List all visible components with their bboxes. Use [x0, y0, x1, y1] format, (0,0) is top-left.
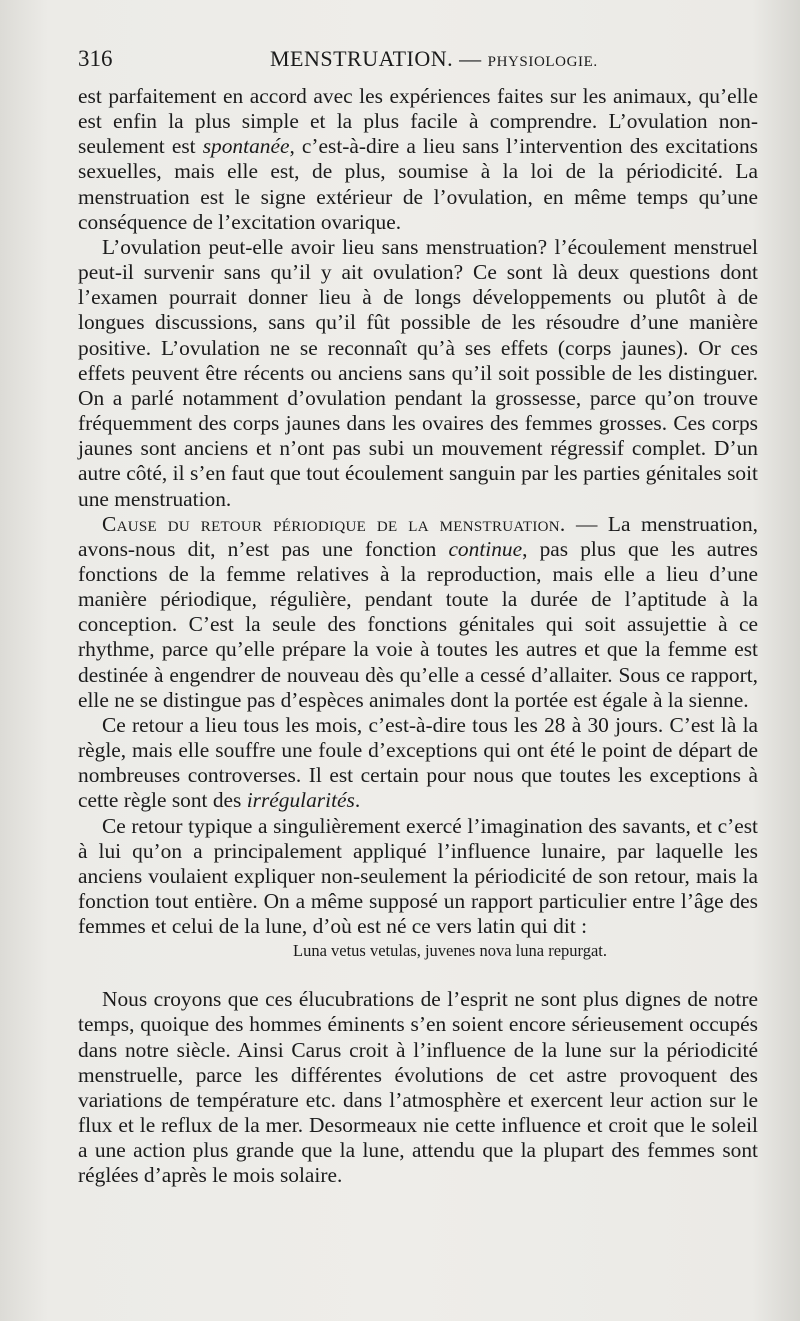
latin-quote: Luna vetus vetulas, juvenes nova luna repurgat. — [292, 941, 608, 961]
section-heading: Cause du retour périodique de la menstruation. — [102, 511, 566, 536]
running-header — [78, 46, 758, 76]
paragraph-3-text-a: — La menstruation, avons-nous dit, n’est pas une fonction — [78, 511, 759, 561]
paragraph-4-emphasis: irrégularités — [246, 788, 355, 813]
paragraph-5: Ce retour typique a singulièrement exercé l’imagination des savants, et c’est à lui qu’on a principalement appliqué l’influence lunaire, par laquelle les anciens voulaient expliquer non-seulement la périodicité de son retour, mais la fonction tout entière. On a même supposé un rapport particulier entre l’âge des femmes et celui de la lune, d’où est né ce vers latin qui dit : — [78, 813, 758, 939]
paragraph-3-text-b: , pas plus que les autres fonctions de la femme relatives à la reproduction, mais elle a lieu d’une manière périodique, régulière, pendant toute la durée de l’aptitude à la conception. C’est la seule des fonctions génitales qui soit assujettie à ce rhythme, parce qu’elle prépare la voie à toutes les autres et que la femme est destinée à engendrer de nouveau dès qu’elle a cessé d’allaiter. Sous ce rapport, elle ne se distingue pas d’espèces animales dont la portée est égale à la sienne. — [78, 536, 758, 712]
paragraph-1 — [78, 84, 758, 235]
paragraph-4-text-b: . — [354, 788, 361, 813]
paragraph-2: L’ovulation peut-elle avoir lieu sans menstruation? l’écoulement menstruel peut-il survenir sans qu’il y ait ovulation? Ce sont là deux questions dont l’examen pourrait donner lieu à de longs développements ou plutôt à de longues discussions, sans qu’il fût possible de les résoudre d’une manière positive. L’ovulation ne se reconnaît qu’à ses effets (corps jaunes). Or ces effets peuvent être récents ou anciens sans qu’il soit possible de les distinguer. On a parlé notamment d’ovulation pendant la grossesse, parce qu’on trouve fréquemment des corps jaunes dans les ovaires des femmes grosses. Ces corps jaunes sont anciens et n’ont pas subi un mouvement régressif complet. D’un autre côté, il s’en faut que tout écoulement sanguin par les parties génitales soit une menstruation. — [78, 234, 758, 511]
paragraph-6: Nous croyons que ces élucubrations de l’esprit ne sont plus dignes de notre temps, quoique des hommes éminents s’en soient encore sérieusement occupés dans notre siècle. Ainsi Carus croit à l’influence de la lune sur la périodicité menstruelle, parce les différentes évolutions de cet astre provoquent des variations de température etc. dans l’atmosphère et exercent leur action sur le flux et le reflux de la mer. Desormeaux nie cette influence et croit que le soleil a une action plus grande que la lune, attendu que la plupart des femmes sont réglées d’après le mois solaire. — [78, 987, 758, 1188]
running-title-sub: PHYSIOLOGIE. — [487, 54, 598, 70]
paragraph-4 — [78, 713, 758, 814]
running-title — [270, 46, 598, 72]
body-text — [78, 84, 758, 1189]
paragraph-3-emphasis: continue — [448, 536, 523, 561]
page-number: 316 — [78, 46, 113, 71]
paragraph-3 — [78, 512, 758, 713]
running-title-main: MENSTRUATION. — [270, 46, 454, 71]
paragraph-1-text-a: est parfaitement en accord avec les expériences faites sur les animaux, qu’elle est enfin la plus simple et la plus facile à comprendre. L’ovulation non-seulement est — [78, 84, 758, 159]
running-title-separator: — — [453, 46, 488, 71]
paragraph-1-text-b: , c’est-à-dire a lieu sans l’intervention des excitations sexuelles, mais elle est, de plus, soumise à la loi de la périodicité. La menstruation est le signe extérieur de l’ovulation, en même temps qu’une conséquence de l’excitation ovarique. — [78, 134, 758, 234]
paragraph-1-emphasis: spontanée — [202, 134, 290, 159]
paragraph-4-text-a: Ce retour a lieu tous les mois, c’est-à-dire tous les 28 à 30 jours. C’est là la règle, mais elle souffre une foule d’exceptions qui ont été le point de départ de nombreuses controverses. Il est certain pour nous que toutes les exceptions à cette règle sont des — [78, 712, 758, 813]
